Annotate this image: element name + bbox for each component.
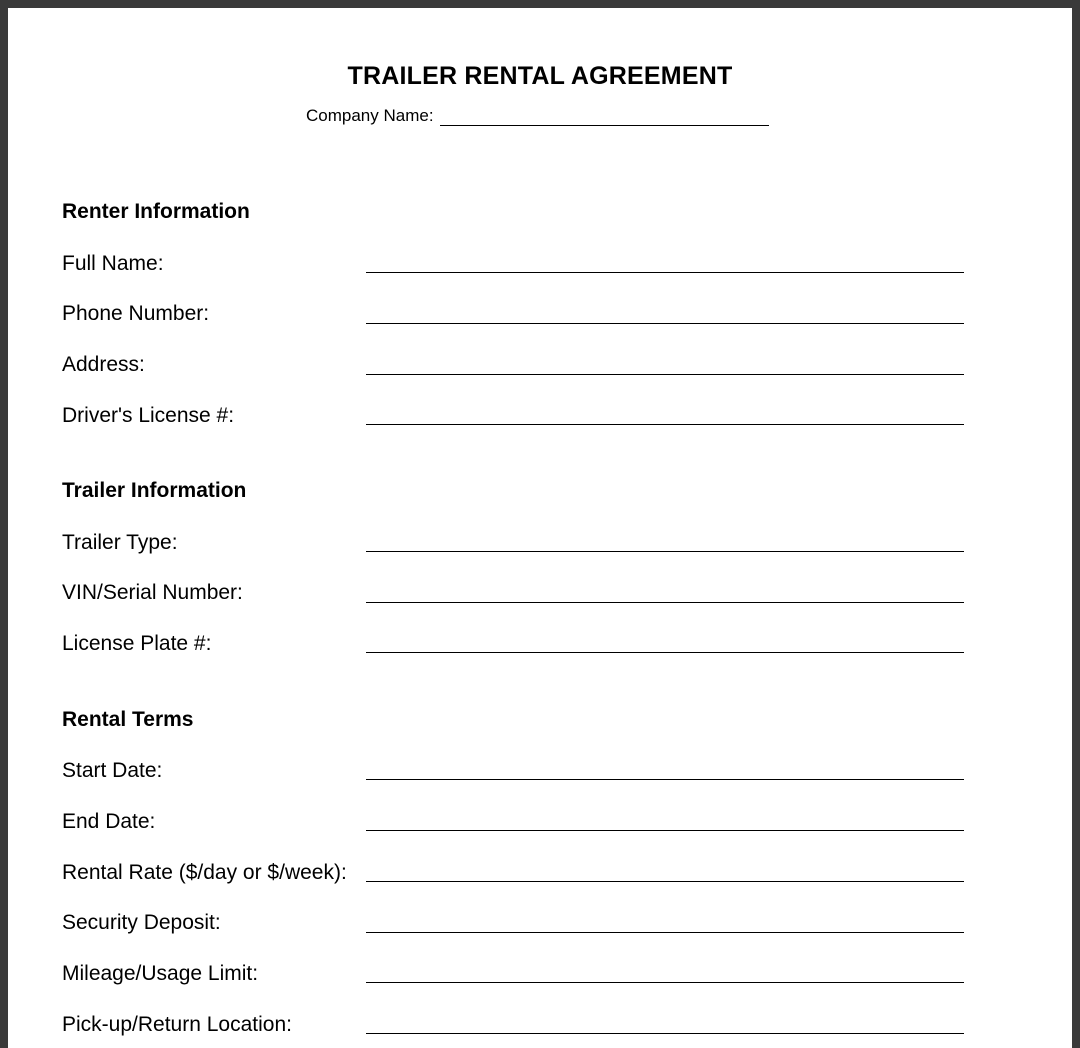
mileage-usage-limit-label: Mileage/Usage Limit:	[62, 962, 259, 985]
pickup-return-location-label: Pick-up/Return Location:	[62, 1013, 292, 1036]
rental-rate-field[interactable]	[366, 881, 964, 882]
end-date-label: End Date:	[62, 810, 156, 833]
mileage-usage-limit-field[interactable]	[366, 982, 964, 983]
company-name-row	[306, 106, 769, 126]
rental-rate-label: Rental Rate ($/day or $/week):	[62, 861, 347, 884]
section-heading-trailer-information: Trailer Information	[62, 479, 247, 502]
section-heading-rental-terms: Rental Terms	[62, 708, 194, 731]
start-date-field[interactable]	[366, 779, 964, 780]
full-name-label: Full Name:	[62, 252, 164, 275]
drivers-license-field[interactable]	[366, 424, 964, 425]
company-name-label: Company Name:	[306, 106, 434, 125]
address-label: Address:	[62, 353, 145, 376]
address-field[interactable]	[366, 374, 964, 375]
full-name-field[interactable]	[366, 272, 964, 273]
start-date-label: Start Date:	[62, 759, 163, 782]
document-title: TRAILER RENTAL AGREEMENT	[347, 62, 733, 90]
end-date-field[interactable]	[366, 830, 964, 831]
phone-number-label: Phone Number:	[62, 302, 210, 325]
license-plate-field[interactable]	[366, 652, 964, 653]
security-deposit-field[interactable]	[366, 932, 964, 933]
section-heading-renter-information: Renter Information	[62, 200, 250, 223]
company-name-field[interactable]	[440, 107, 769, 126]
vin-serial-number-field[interactable]	[366, 602, 964, 603]
phone-number-field[interactable]	[366, 323, 964, 324]
document-page	[8, 8, 1072, 1048]
pickup-return-location-field[interactable]	[366, 1033, 964, 1034]
vin-serial-number-label: VIN/Serial Number:	[62, 581, 243, 604]
security-deposit-label: Security Deposit:	[62, 911, 221, 934]
license-plate-label: License Plate #:	[62, 632, 212, 655]
drivers-license-label: Driver's License #:	[62, 404, 235, 427]
trailer-type-field[interactable]	[366, 551, 964, 552]
trailer-type-label: Trailer Type:	[62, 531, 178, 554]
